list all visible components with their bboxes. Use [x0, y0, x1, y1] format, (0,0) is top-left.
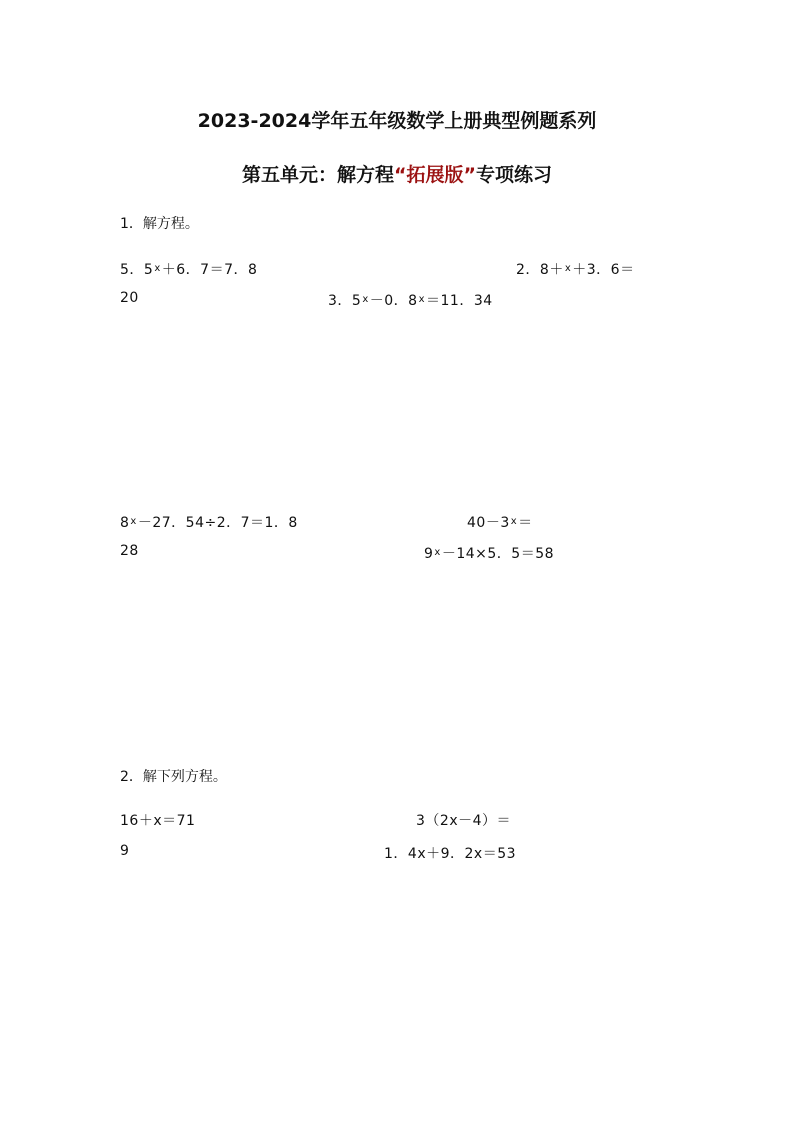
equation-1-part: ＋6．7＝7．8	[161, 262, 258, 278]
equation-3-part: ＝11．34	[426, 293, 493, 309]
equation-9: 1．4x＋9．2x＝53	[384, 846, 517, 862]
equation-5-part: ＝	[518, 515, 533, 531]
variable-x: x	[434, 547, 441, 558]
section-1-heading: 1．解方程。	[120, 216, 199, 232]
equation-3-part: －0．8	[369, 293, 418, 309]
variable-x: x	[130, 516, 137, 527]
equation-6-part: －14×5．5＝58	[441, 546, 555, 562]
variable-x: x	[154, 263, 161, 274]
equation-5-continuation: 28	[120, 543, 139, 559]
variable-x: x	[362, 294, 369, 305]
equation-6	[424, 543, 554, 563]
equation-2-part: 2．8＋	[516, 262, 564, 278]
subtitle-suffix: 专项练习	[475, 164, 552, 186]
equation-2	[516, 259, 635, 279]
section-2-heading: 2．解下列方程。	[120, 769, 227, 785]
variable-x: x	[418, 294, 425, 305]
document-title: 2023-2024学年五年级数学上册典型例题系列	[197, 110, 597, 132]
equation-5	[467, 512, 533, 532]
equation-2-continuation: 20	[120, 290, 139, 306]
variable-x: x	[510, 516, 518, 527]
equation-1-part: 5．5	[120, 262, 154, 278]
equation-4-part: －27．54÷2．7＝1．8	[137, 515, 298, 531]
equation-7: 16＋x＝71	[120, 813, 196, 829]
equation-3	[328, 290, 493, 310]
equation-3-part: 3．5	[328, 293, 362, 309]
equation-6-part: 9	[424, 546, 434, 562]
equation-5-part: 40－3	[467, 515, 510, 531]
subtitle-highlight: “拓展版”	[394, 164, 476, 186]
equation-1	[120, 259, 257, 279]
equation-4-part: 8	[120, 515, 130, 531]
equation-8: 3（2x－4）＝	[416, 813, 512, 829]
equation-4	[120, 512, 298, 532]
equation-8-continuation: 9	[120, 843, 130, 859]
subtitle-prefix: 第五单元：解方程	[241, 164, 394, 186]
variable-x: x	[564, 263, 572, 274]
equation-2-part: ＋3．6＝	[572, 262, 635, 278]
document-subtitle	[0, 160, 794, 187]
